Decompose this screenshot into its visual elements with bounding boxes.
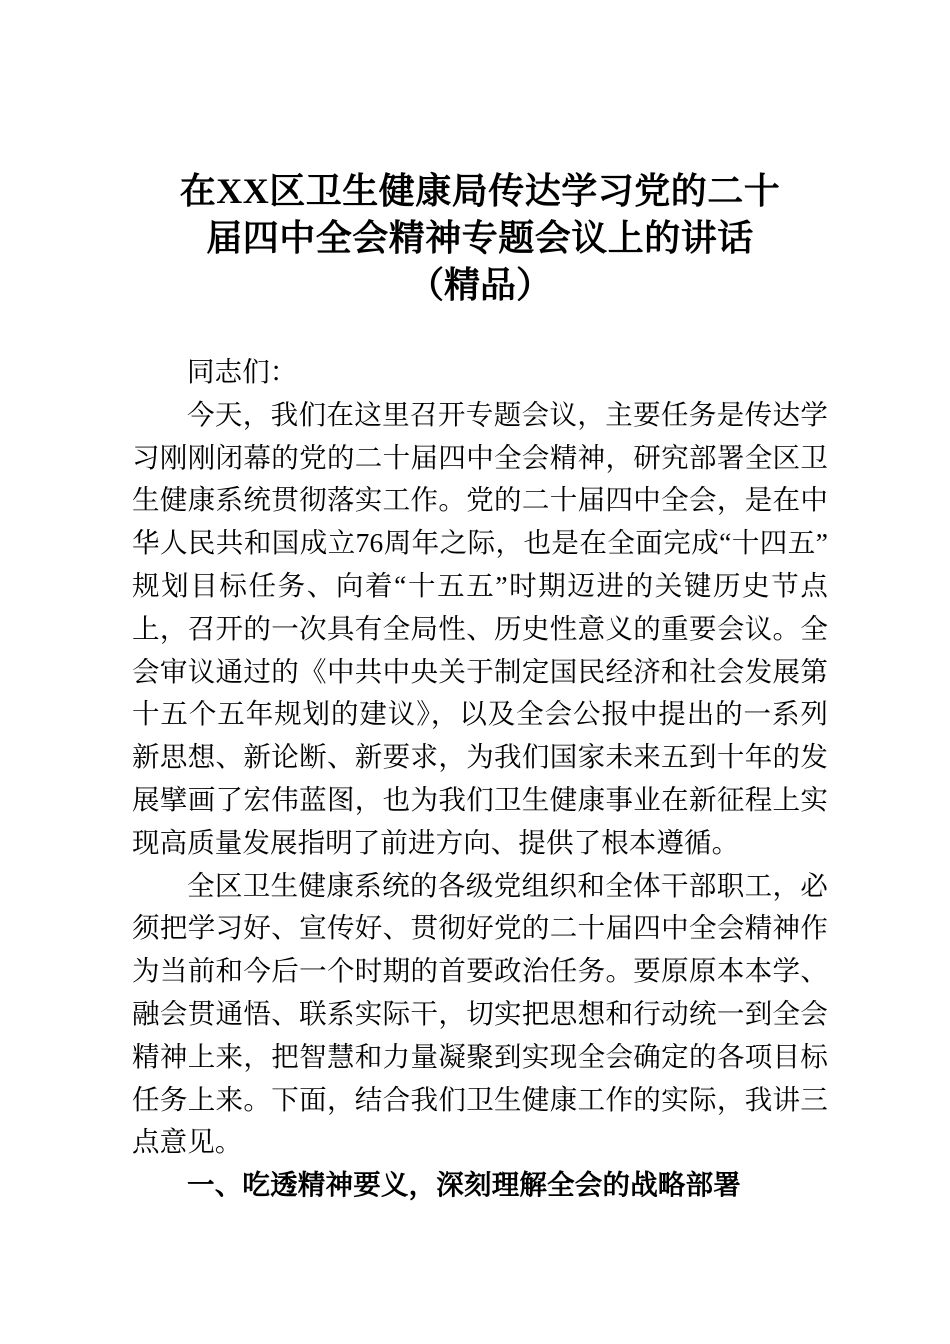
title-line-3: （精品） [407, 265, 552, 305]
title-line-2: 届四中全会精神专题会议上的讲话 [206, 218, 754, 258]
salutation: 同志们： [187, 356, 298, 387]
page-title [132, 0, 828, 309]
body-paragraph-2: 全区卫生健康系统的各级党组织和全体干部职工，必须把学习好、宣传好、贯彻好党的二十届四中全会精神作为当前和今后一个时期的首要政治任务。要原原本本学、融会贯通悟、联系实际干，切实把思想和行动统一到全会精神上来，把智慧和力量凝聚到实现全会确定的各项目标任务上来。下面，结合我们卫生健康工作的实际，我讲三点意见。 [132, 869, 828, 1158]
document-content-column [132, 0, 828, 1207]
document-body [132, 351, 828, 1207]
body-paragraph-1: 今天，我们在这里召开专题会议，主要任务是传达学习刚刚闭幕的党的二十届四中全会精神，研究部署全区卫生健康系统贯彻落实工作。党的二十届四中全会，是在中华人民共和国成立76周年之际，也是在全面完成“十四五”规划目标任务、向着“十五五”时期迈进的关键历史节点上，召开的一次具有全局性、历史性意义的重要会议。全会审议通过的《中共中央关于制定国民经济和社会发展第十五个五年规划的建议》，以及全会公报中提出的一系列新思想、新论断、新要求，为我们国家未来五到十年的发展擘画了宏伟蓝图，也为我们卫生健康事业在新征程上实现高质量发展指明了前进方向、提供了根本遵循。 [132, 398, 828, 858]
section-heading-1: 一、吃透精神要义，深刻理解全会的战略部署 [187, 1169, 741, 1201]
title-line-1: 在XX区卫生健康局传达学习党的二十 [179, 171, 781, 211]
